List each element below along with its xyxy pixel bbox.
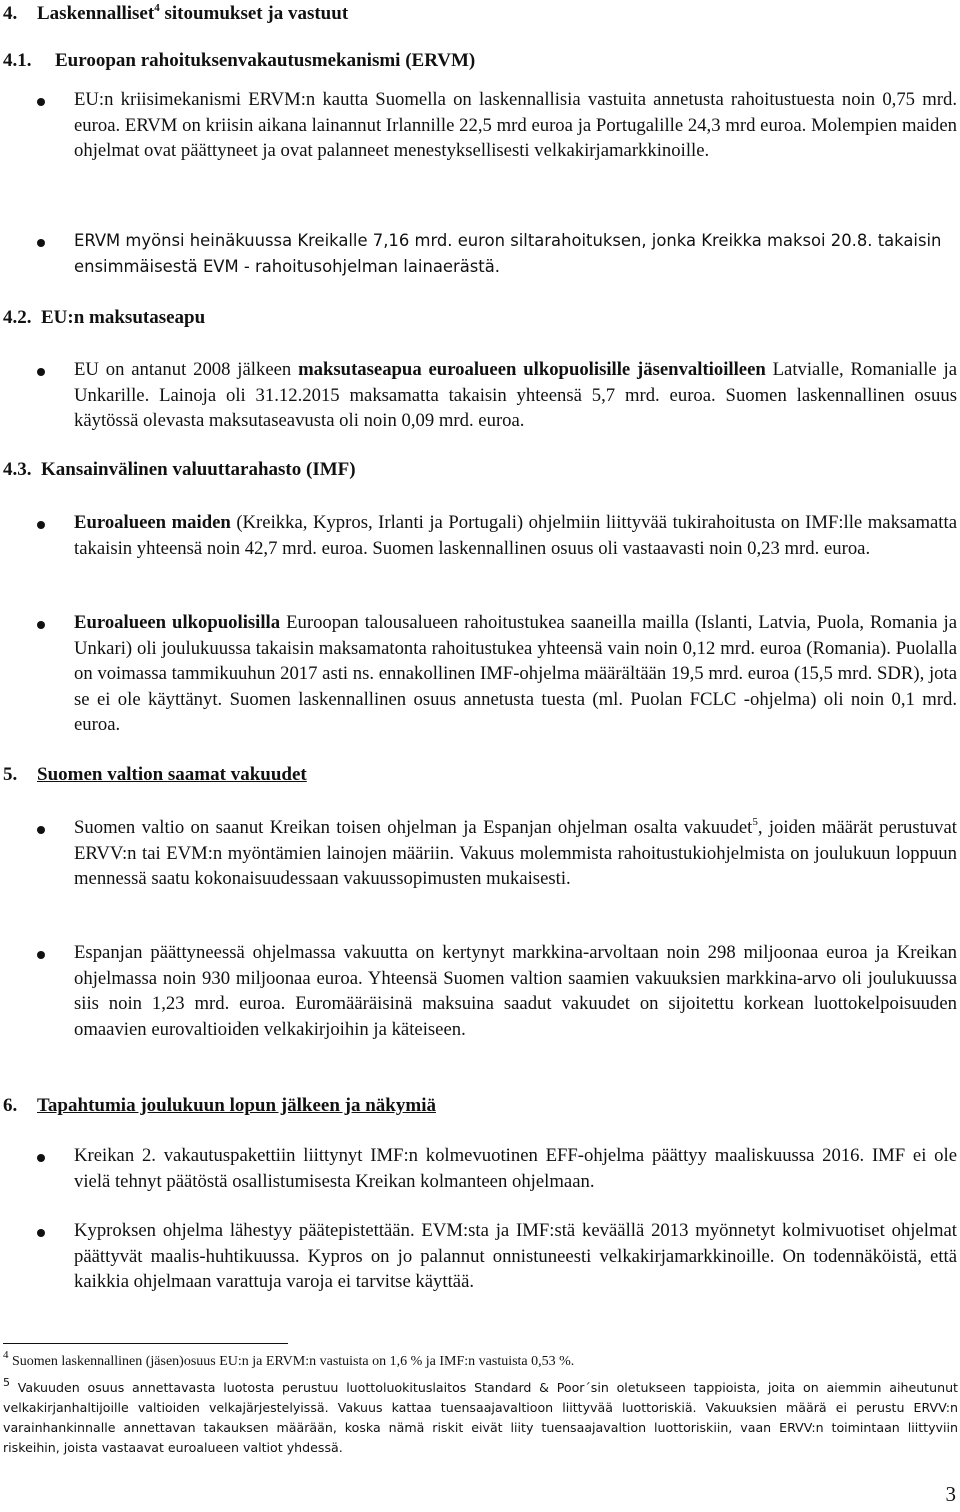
footnote-4 [3, 1349, 958, 1372]
bullet-icon [37, 368, 45, 376]
heading-section-4-1 [3, 49, 475, 73]
paragraph: Espanjan päättyneessä ohjelmassa vakuutta on kertynyt markkina-arvoltaan noin 298 miljoonaa euroa ja Kreikan ohjelmassa noin 930 miljoonaa euroa. Yhteensä Suomen valtion saamien vakuuksien markkina-arvo oli joulukuussa siis noin 1,23 mrd. euroa. Euromääräisinä maksuina saadut vakuudet on sijoitettu korkean luottokelpoisuuden omaavien eurovaltioiden velkakirjoihin ja käteiseen. [74, 942, 957, 1040]
paragraph [74, 510, 957, 561]
heading-title-rest: sitoumukset ja vastuut [159, 3, 349, 24]
bullet-icon [37, 1154, 45, 1162]
bullet-icon [37, 826, 45, 834]
list-item [37, 357, 957, 434]
heading-number: 5. [3, 764, 18, 785]
list-item [37, 510, 957, 561]
paragraph: Kyproksen ohjelma lähestyy päätepistettään. EVM:sta ja IMF:stä keväällä 2013 myönnetyt kolmivuotiset ohjelmat päättyvät maalis-huhtikuussa. Kypros on jo palannut onnistuneesti velkakirjamarkkinoille. On todennäköistä, että kaikkia ohjelmaan varattuja varoja ei tarvitse käyttää. [74, 1220, 957, 1292]
footnote-text: Vakuuden osuus annettavasta luotosta perustuu luottoluokituslaitos Standard & Poor´sin oletukseen tappioista, joita on aiemmin aiheutunut velkakirjanhaltijoille valtioiden velkajärjestelyissä. Vakuus kattaa tuensaajavaltioon liittyvää luottoriskiä. Vakuuksien määrä ei perustu ERVV:n varainhankinnalle annettavan takauksen määrään, koska nämä riskit eivät liity tuensaajavaltion luottoriskiin, vaan ERVV:n toimintaan liittyviin riskeihin, joista vastaavat euroalueen valtiot yhdessä. [3, 1380, 958, 1455]
paragraph: EU:n kriisimekanismi ERVM:n kautta Suomella on laskennallisia vastuita annetusta rahoitustuesta noin 0,75 mrd. euroa. ERVM on kriisin aikana lainannut Irlannille 22,5 mrd euroa ja Portugalille 24,3 mrd euroa. Molempien maiden ohjelmat ovat päättyneet ja ovat palanneet menestyksellisesti velkakirjamarkkinoille. [74, 89, 957, 161]
text-run: (Kreikka, Kypros, Irlanti ja Portugali) ohjelmiin liittyvää tukirahoitusta on IMF:lle maksamatta takaisin yhteensä noin 42,7 mrd. euroa. Suomen laskennallinen osuus oli vastaavasti noin 0,23 mrd. euroa. [74, 512, 957, 559]
text-run: Euroopan talousalueen rahoitustukea saaneilla mailla (Islanti, Latvia, Puola, Romania ja Unkari) oli joulukuussa takaisin maksamatonta rahoitustukea yhteensä vain noin 0,12 mrd. euroa (Romania). Puolalla on voimassa tammikuuhun 2017 asti ns. ennakollinen IMF-ohjelma määrältään 19,5 mrd. euroa (15,5 mrd. SDR), jota se ei ole käyttänyt. Suomen laskennallinen osuus annetusta tuesta (ml. Puolan FCLC -ohjelma) oli noin 0,1 mrd. euroa. [74, 612, 957, 735]
paragraph: ERVM myönsi heinäkuussa Kreikalle 7,16 mrd. euron siltarahoituksen, jonka Kreikka maksoi 20.8. takaisin ensimmäisestä EVM - rahoitusohjelman lainaerästä. [74, 231, 942, 276]
paragraph [74, 815, 957, 892]
heading-number: 4.2. [3, 307, 32, 328]
footnote-ref[interactable]: 4 [154, 1, 160, 14]
footnote-number: 4 [3, 1349, 9, 1362]
bullet-icon [37, 1229, 45, 1237]
heading-section-4-2 [3, 306, 205, 330]
paragraph [74, 610, 957, 738]
paragraph: Kreikan 2. vakautuspakettiin liittynyt IMF:n kolmevuotinen EFF-ohjelma päättyy maaliskuussa 2016. IMF ei ole vielä tehnyt päätöstä osallistumisesta Kreikan kolmanteen ohjelmaan. [74, 1145, 957, 1192]
heading-section-5 [3, 763, 307, 787]
bullet-icon [37, 521, 45, 529]
heading-number: 4.1. [3, 50, 32, 71]
heading-title: Euroopan rahoituksenvakautusmekanismi (ERVM) [55, 50, 476, 71]
bold-text: Euroalueen ulkopuolisilla [74, 612, 281, 633]
heading-section-4 [3, 2, 348, 26]
page-number: 3 [945, 1482, 956, 1506]
bullet-icon [37, 98, 45, 106]
heading-title: Suomen valtion saamat vakuudet [37, 764, 307, 785]
paragraph [74, 357, 957, 434]
list-item [37, 815, 957, 892]
heading-title: EU:n maksutaseapu [41, 307, 206, 328]
heading-section-4-3 [3, 458, 356, 482]
footnote-5 [3, 1375, 958, 1458]
heading-title: Laskennalliset [37, 3, 155, 24]
heading-number: 4. [3, 3, 18, 24]
bullet-icon [37, 621, 45, 629]
heading-number: 6. [3, 1095, 18, 1116]
list-item [37, 87, 957, 164]
footnote-number: 5 [3, 1375, 10, 1389]
heading-section-6 [3, 1094, 436, 1118]
text-run: EU on antanut 2008 jälkeen [74, 359, 299, 380]
heading-number: 4.3. [3, 459, 32, 480]
list-item [37, 1143, 957, 1194]
list-item [37, 228, 957, 279]
heading-title: Kansainvälinen valuuttarahasto (IMF) [41, 459, 356, 480]
text-run: Latvialle, Romanialle ja Unkarille. Lainoja oli 31.12.2015 maksamatta takaisin yhteensä 5,7 mrd. euroa. Suomen laskennallinen osuus käytössä olevasta maksutaseavusta oli noin 0,09 mrd. euroa. [74, 359, 957, 431]
list-item [37, 610, 957, 738]
heading-title: Tapahtumia joulukuun lopun jälkeen ja näkymiä [37, 1095, 436, 1116]
bullet-icon [37, 951, 45, 959]
text-run: Suomen valtio on saanut Kreikan toisen ohjelman ja Espanjan ohjelman osalta vakuudet [74, 817, 753, 838]
footnote-text: Suomen laskennallinen (jäsen)osuus EU:n ja ERVM:n vastuista on 1,6 % ja IMF:n vastuista 0,53 %. [12, 1354, 575, 1369]
footnote-divider [3, 1343, 288, 1344]
text-run: , joiden määrät perustuvat ERVV:n tai EVM:n myöntämien lainojen määriin. Vakuus molemmista rahoitustukiohjelmista on joulukuun loppuun mennessä saatu kokonaisuudessaan vakuussopimusten mukaisesti. [74, 817, 957, 889]
bold-text: Euroalueen maiden [74, 512, 231, 533]
list-item [37, 940, 957, 1042]
footnote-ref[interactable]: 5 [752, 815, 758, 828]
bullet-icon [37, 239, 45, 247]
list-item [37, 1218, 957, 1295]
bold-text: maksutaseapua euroalueen ulkopuolisille jäsenvaltioilleen [298, 359, 766, 380]
